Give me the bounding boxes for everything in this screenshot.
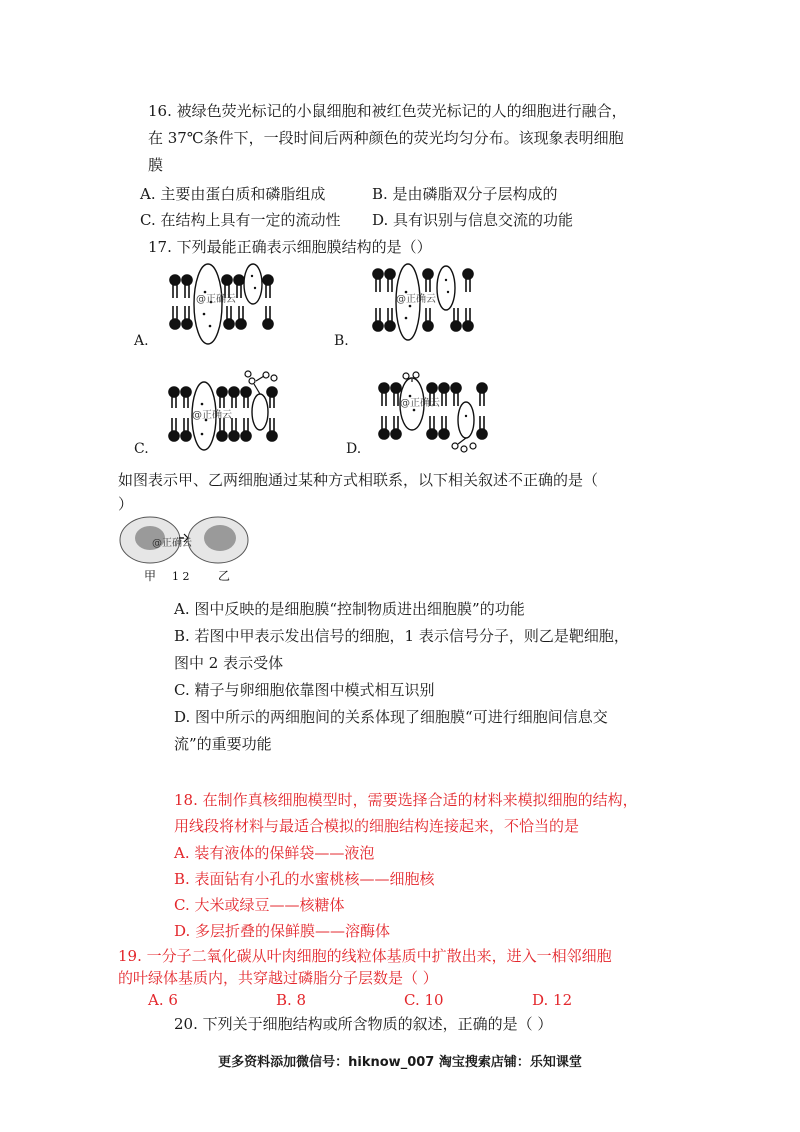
q18-option-d: D. 多层折叠的保鲜膜——溶酶体	[174, 922, 391, 940]
q16-stem-line1: 16. 被绿色荧光标记的小鼠细胞和被红色荧光标记的人的细胞进行融合，	[148, 102, 627, 120]
q19-option-a: A. 6	[148, 991, 178, 1009]
q17-label-c: C.	[134, 441, 149, 457]
membrane-figure-d	[372, 370, 496, 454]
watermark-b: @正确云	[396, 294, 436, 305]
cell-label-yi: 乙	[218, 569, 231, 583]
q17b-option-d-line2: 流”的重要功能	[174, 735, 272, 753]
q18-stem-line1: 18. 在制作真核细胞模型时，需要选择合适的材料来模拟细胞的结构，	[174, 791, 638, 809]
membrane-figure-b	[364, 262, 484, 348]
watermark-d: @正确云	[400, 398, 440, 409]
q17-label-d: D.	[346, 441, 362, 457]
q16-option-c: C. 在结构上具有一定的流动性	[140, 211, 341, 229]
q16-option-d: D. 具有识别与信息交流的功能	[372, 211, 574, 229]
q20-stem: 20. 下列关于细胞结构或所含物质的叙述，正确的是（ ）	[174, 1015, 553, 1033]
two-cells-figure	[118, 512, 268, 587]
q17b-option-a: A. 图中反映的是细胞膜“控制物质进出细胞膜”的功能	[174, 600, 525, 618]
q19-option-c: C. 10	[404, 991, 444, 1009]
q17b-option-c: C. 精子与卵细胞依靠图中模式相互识别	[174, 681, 435, 699]
q18-option-b: B. 表面钻有小孔的水蜜桃核——细胞核	[174, 870, 435, 888]
q17-label-b: B.	[334, 333, 349, 349]
q18-stem-line2: 用线段将材料与最适合模拟的细胞结构连接起来，不恰当的是	[174, 817, 580, 835]
page-footer: 更多资料添加微信号：hiknow_007 淘宝搜索店铺：乐知课堂	[218, 1055, 582, 1070]
pointer-labels-1-2: 1 2	[172, 570, 190, 583]
watermark-c: @正确云	[192, 410, 232, 421]
cell-label-jia: 甲	[144, 569, 157, 583]
q17-label-a: A.	[134, 333, 149, 349]
q19-stem-line1: 19. 一分子二氧化碳从叶肉细胞的线粒体基质中扩散出来，进入一相邻细胞	[118, 947, 612, 965]
watermark-a: @正确云	[196, 294, 236, 305]
q16-option-a: A. 主要由蛋白质和磷脂组成	[140, 185, 326, 203]
q17b-option-d-line1: D. 图中所示的两细胞间的关系体现了细胞膜“可进行细胞间信息交	[174, 708, 608, 726]
q17b-stem-line1: 如图表示甲、乙两细胞通过某种方式相联系，以下相关叙述不正确的是（	[118, 471, 599, 489]
q16-stem-line2: 在 37℃条件下，一段时间后两种颜色的荧光均匀分布。该现象表明细胞	[148, 129, 624, 147]
q18-option-a: A. 装有液体的保鲜袋——液泡	[174, 844, 375, 862]
q16-option-b: B. 是由磷脂双分子层构成的	[372, 185, 558, 203]
q17b-option-b-line1: B. 若图中甲表示发出信号的细胞，1 表示信号分子，则乙是靶细胞，	[174, 627, 629, 645]
q16-stem-line3: 膜	[148, 156, 164, 174]
q19-stem-line2: 的叶绿体基质内，共穿越过磷脂分子层数是（ ）	[118, 969, 438, 987]
q17-stem: 17. 下列最能正确表示细胞膜结构的是（）	[148, 238, 432, 256]
membrane-figure-a	[160, 262, 280, 348]
q19-option-d: D. 12	[532, 991, 573, 1009]
membrane-figure-c	[164, 370, 288, 454]
q17b-stem-line2: ）	[118, 495, 134, 513]
q18-option-c: C. 大米或绿豆——核糖体	[174, 896, 345, 914]
two-cells-watermark: @正确云	[152, 538, 192, 549]
q17b-option-b-line2: 图中 2 表示受体	[174, 654, 284, 672]
q19-option-b: B. 8	[276, 991, 307, 1009]
